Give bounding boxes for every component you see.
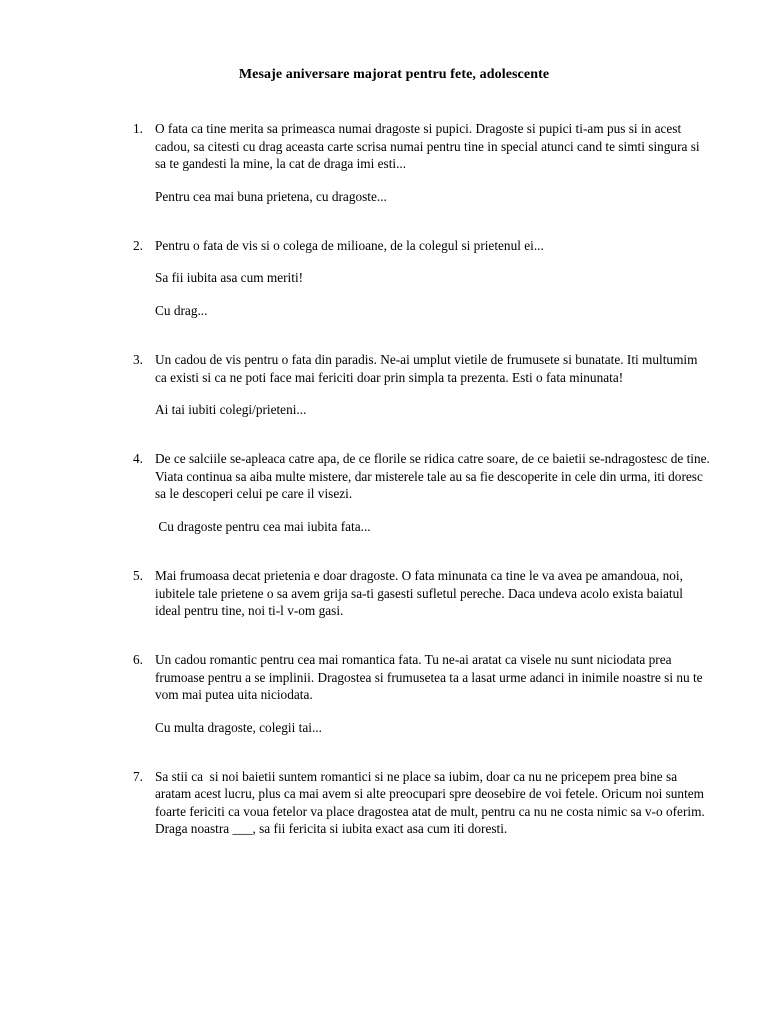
item-paragraph: Sa fii iubita asa cum meriti! — [155, 270, 304, 286]
message-item-3 — [133, 351, 712, 418]
item-paragraph: O fata ca tine merita sa primeasca numai dragoste si pupici. Dragoste si pupici ti-am pus si in acest cadou, sa citesti cu drag aceasta carte scrisa numai pentru tine in special atunci cand te simti singura si sa te gandesti la mine, la cat de draga imi esti... — [155, 121, 703, 172]
message-item-2 — [133, 237, 712, 319]
item-paragraph: De ce salciile se-apleaca catre apa, de ce florile se ridica catre soare, de ce baietii se-ndragostesc de tine. Viata continua sa aiba multe mistere, dar misterele tale au sa fie descoperite in cele din urma, iti doresc sa le descoperi celui pe care il visezi. — [155, 451, 713, 502]
item-signoff: Pentru cea mai buna prietena, cu dragoste... — [155, 188, 387, 204]
item-content — [155, 351, 712, 418]
item-number: 7. — [133, 768, 143, 784]
item-content — [155, 567, 712, 619]
item-content — [155, 768, 712, 838]
item-content — [155, 450, 712, 535]
item-content — [155, 237, 712, 319]
item-number: 3. — [133, 352, 143, 368]
item-paragraph: Mai frumoasa decat prietenia e doar dragoste. O fata minunata ca tine le va avea pe amandoua, noi, iubitele tale prietene o sa avem grija sa-ti gasesti sufletul pereche. Daca undeva acolo exista baiatul ideal pentru tine, noi ti-l v-om gasi. — [155, 568, 687, 618]
document-title: Mesaje aniversare majorat pentru fete, adolescente — [238, 67, 550, 82]
message-list — [0, 120, 768, 837]
message-item-6 — [133, 651, 712, 736]
message-item-5 — [133, 567, 712, 619]
message-item-7 — [133, 768, 712, 838]
item-paragraph: Pentru o fata de vis si o colega de milioane, de la colegul si prietenul ei... — [155, 238, 544, 254]
item-signoff: Cu dragoste pentru cea mai iubita fata... — [155, 518, 371, 534]
message-item-1 — [133, 120, 712, 205]
item-signoff: Cu drag... — [155, 302, 208, 318]
item-paragraph: Un cadou romantic pentru cea mai romantica fata. Tu ne-ai aratat ca visele nu sunt niciodata prea frumoase pentru a se implinii. Dragostea si frumusetea ta a lasat urme adanci in inimile noastre si nu te vom mai putea uita niciodata. — [155, 652, 706, 703]
item-number: 4. — [133, 451, 143, 467]
item-number: 5. — [133, 568, 143, 584]
message-item-4 — [133, 450, 712, 535]
item-number: 1. — [133, 121, 143, 137]
item-signoff: Ai tai iubiti colegi/prieteni... — [155, 402, 307, 418]
item-content — [155, 120, 712, 205]
item-number: 6. — [133, 652, 143, 668]
item-content — [155, 651, 712, 736]
item-number: 2. — [133, 238, 143, 254]
item-paragraph: Un cadou de vis pentru o fata din paradis. Ne-ai umplut vietile de frumusete si bunatate. Iti multumim ca existi si ca ne poti face mai fericiti doar prin simpla ta prezenta. Esti o fata minunata! — [155, 352, 701, 385]
item-paragraph: Sa stii ca si noi baietii suntem romantici si ne place sa iubim, doar ca nu ne pricepem prea bine sa aratam acest lucru, plus ca mai avem si alte preocupari spre deosebire de voi fetele. Oricum noi suntem foarte fericiti ca voua fetelor va place dragostea atat de mult, pentru ca nu ne costa nimic sa v-o oferim. Draga noastra ___, sa fii fericita si iubita exact asa cum iti doresti. — [155, 768, 709, 837]
item-signoff: Cu multa dragoste, colegii tai... — [155, 719, 322, 735]
